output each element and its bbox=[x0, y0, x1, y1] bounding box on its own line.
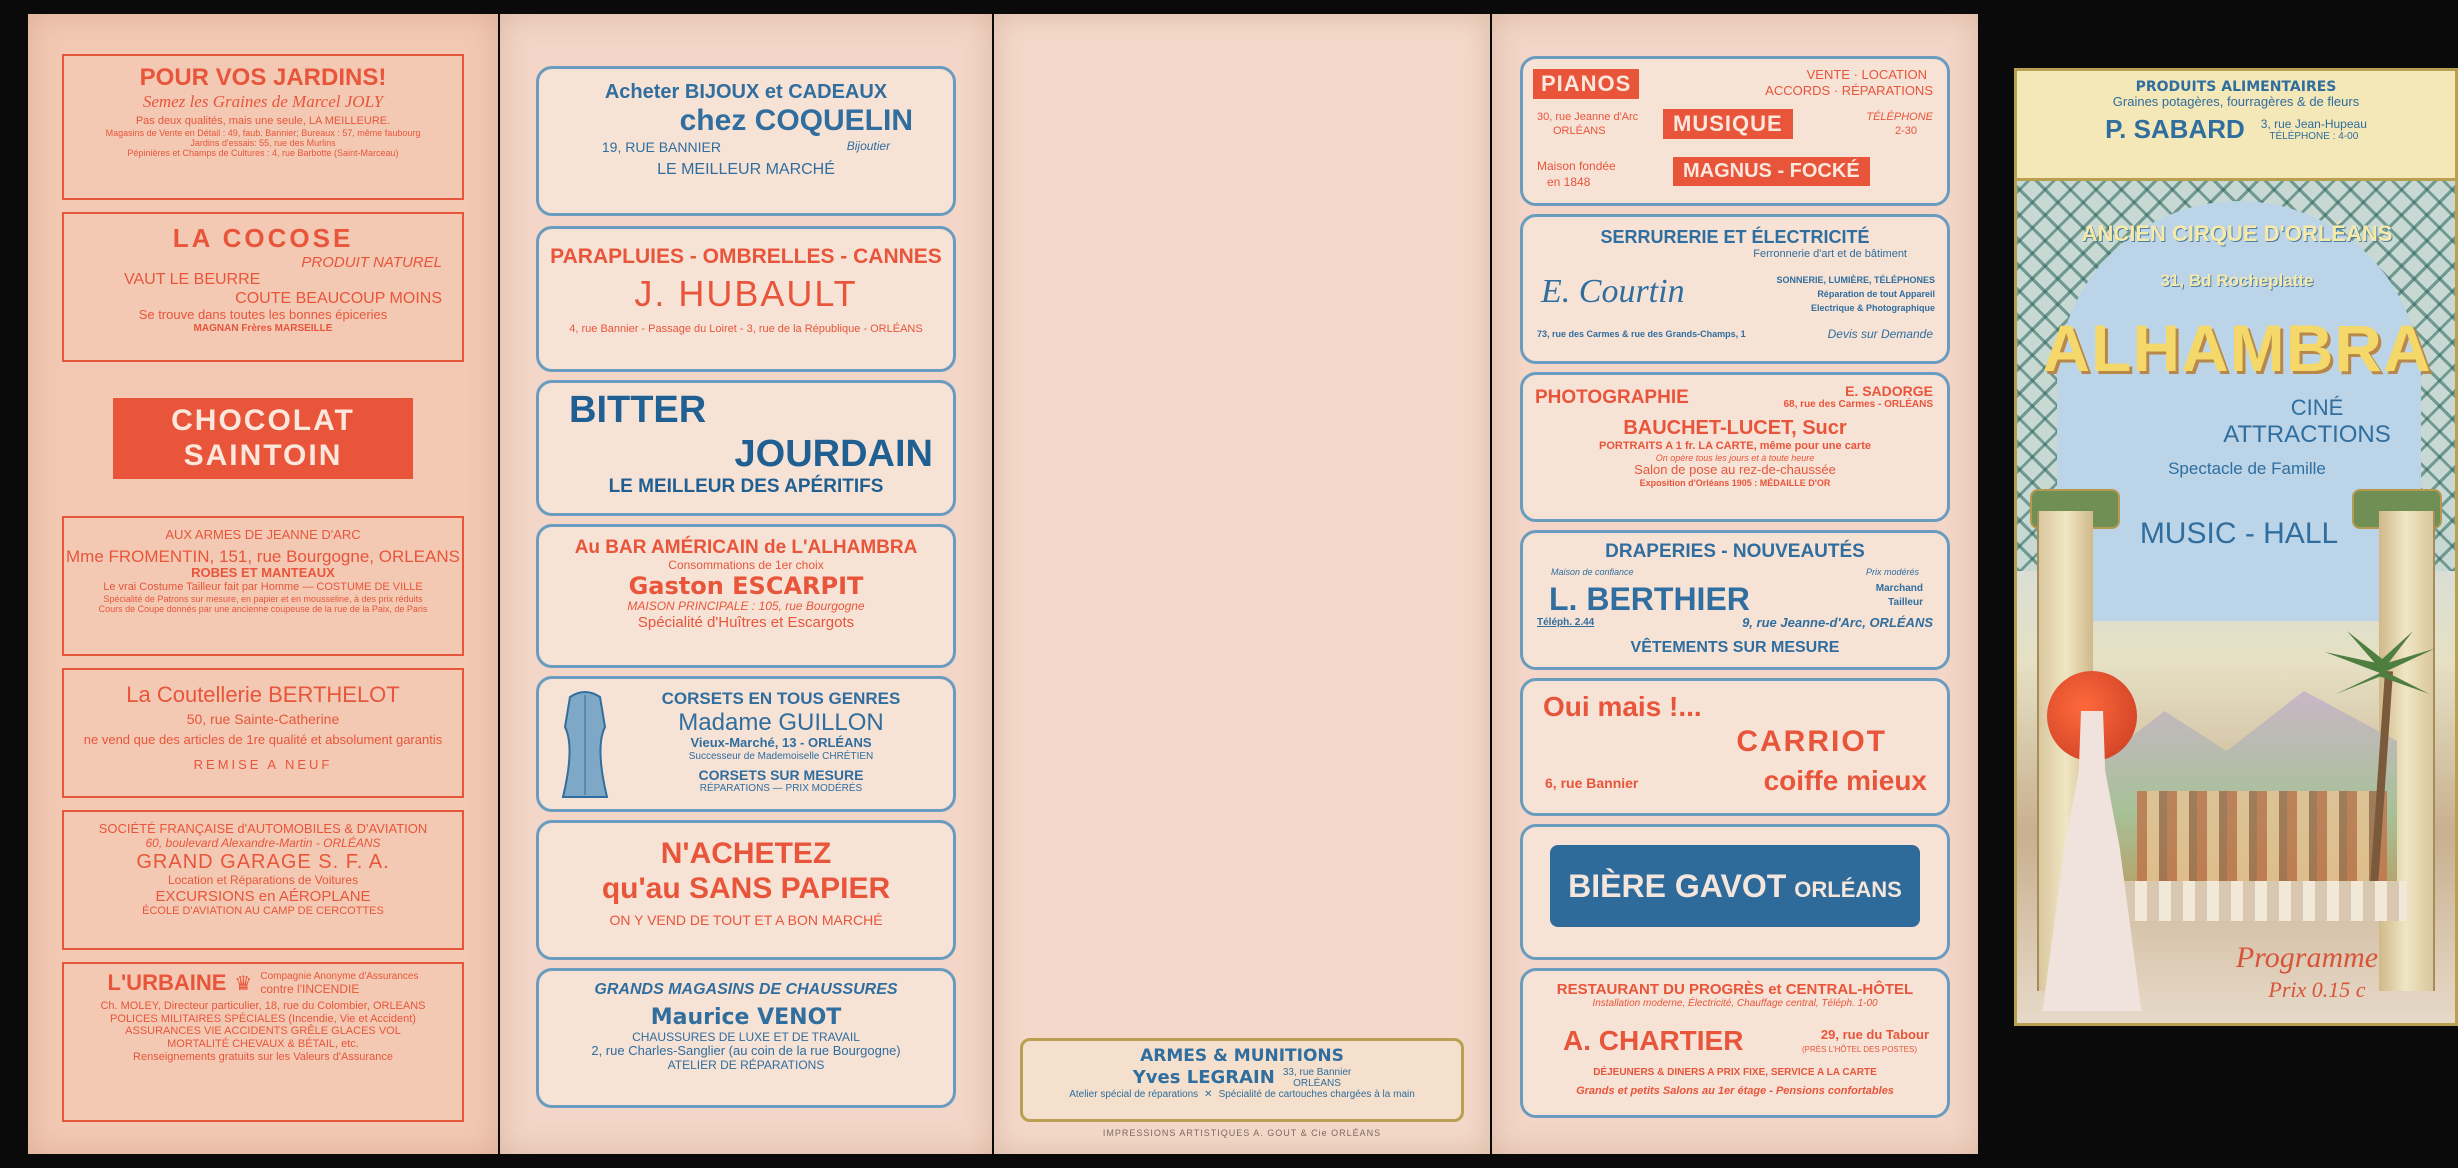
ad-text: Le vrai Costume Tailleur fait par Homme — COSTUME DE VILLE bbox=[103, 581, 423, 594]
ad-carriot bbox=[1520, 678, 1950, 816]
ad-text: 2, rue Charles-Sanglier (au coin de la rue Bourgogne) bbox=[591, 1043, 901, 1059]
ad-title: Madame GUILLON bbox=[678, 708, 884, 736]
ad-text: Compagnie Anonyme d'Assurances bbox=[260, 970, 419, 982]
ad-text: Consommations de 1er choix bbox=[668, 557, 824, 572]
ad-text: en 1848 bbox=[1547, 175, 1591, 189]
ad-text: Electrique & Photographique bbox=[1810, 303, 1935, 313]
coquelin-row bbox=[539, 139, 953, 155]
ad-sadorge bbox=[1520, 372, 1950, 522]
ad-text: 33, rue Bannier bbox=[1282, 1066, 1352, 1078]
ad-text: DÉJEUNERS & DINERS A PRIX FIXE, SERVICE A LA CARTE bbox=[1593, 1067, 1877, 1078]
poster-title: ALHAMBRA bbox=[2042, 311, 2432, 385]
corsets-text bbox=[609, 689, 953, 794]
ad-text: Pépinières et Champs de Cultures : 4, rue Barbotte (Saint-Marceau) bbox=[127, 148, 399, 159]
ad-text: ne vend que des articles de 1re qualité et absolument garantis bbox=[83, 732, 443, 748]
corset-icon bbox=[555, 687, 615, 803]
ad-text: ORLÉANS bbox=[1794, 877, 1902, 902]
ad-text: RESTAURANT DU PROGRÈS et CENTRAL-HÔTEL bbox=[1556, 981, 1914, 998]
ad-berthier bbox=[1520, 530, 1950, 670]
ad-text: Renseignements gratuits sur les Valeurs d'Assurance bbox=[133, 1050, 393, 1063]
ad-text: ARMES & MUNITIONS bbox=[1140, 1046, 1344, 1066]
balustrade bbox=[2087, 881, 2407, 921]
ad-text: POLICES MILITAIRES SPÉCIALES (Incendie, Vie et Accident) bbox=[110, 1012, 416, 1025]
ad-text: ORLÉANS bbox=[1293, 1077, 1341, 1089]
ad-text: 50, rue Sainte-Catherine bbox=[186, 711, 340, 728]
ad-coquelin bbox=[536, 66, 956, 216]
poster-attractions: ATTRACTIONS bbox=[2223, 421, 2391, 448]
ad-text: SONNERIE, LUMIÈRE, TÉLÉPHONES bbox=[1776, 275, 1935, 285]
ad-text: BAUCHET-LUCET, Sucr bbox=[1623, 417, 1847, 439]
ad-text: ACCORDS · RÉPARATIONS bbox=[1765, 83, 1933, 98]
ad-text: 68, rue des Carmes - ORLÉANS bbox=[1783, 399, 1933, 410]
ad-title: L'URBAINE bbox=[107, 970, 227, 995]
gavot-banner bbox=[1550, 845, 1920, 927]
alhambra-poster bbox=[2014, 68, 2458, 1026]
ad-text: contre l'INCENDIE bbox=[260, 981, 360, 996]
ad-title: La Coutellerie BERTHELOT bbox=[126, 682, 400, 707]
ad-title: GRAND GARAGE S. F. A. bbox=[136, 850, 390, 873]
ad-text: SOCIÉTÉ FRANÇAISE d'AUTOMOBILES & D'AVIATION bbox=[98, 821, 428, 836]
ad-text: ROBES ET MANTEAUX bbox=[191, 565, 335, 581]
ad-text: CORSETS SUR MESURE bbox=[698, 766, 864, 783]
ad-text: LE MEILLEUR DES APÉRITIFS bbox=[608, 476, 884, 498]
ad-text: TÉLÉPHONE bbox=[1866, 111, 1933, 123]
ad-garage bbox=[62, 810, 464, 950]
ad-text: Acheter BIJOUX et CADEAUX bbox=[604, 81, 888, 103]
ad-sanspapier bbox=[536, 820, 956, 960]
ad-fromentin bbox=[62, 516, 464, 656]
ad-gavot bbox=[1520, 824, 1950, 960]
ad-text: Salon de pose au rez-de-chaussée bbox=[1634, 461, 1836, 477]
courtin-signature: E. Courtin bbox=[1541, 273, 1685, 310]
ad-title: chez COQUELIN bbox=[679, 104, 913, 137]
ad-text: PRODUIT NATUREL bbox=[301, 253, 442, 271]
ad-title: BITTER bbox=[569, 389, 707, 431]
magnus-label: MAGNUS - FOCKÉ bbox=[1673, 157, 1870, 186]
ad-text: 6, rue Bannier bbox=[1545, 775, 1639, 791]
ad-text: Spécialité de cartouches chargées à la main bbox=[1218, 1088, 1415, 1100]
ad-text: Ferronnerie d'art et de bâtiment bbox=[1753, 247, 1907, 260]
ad-corsets bbox=[536, 676, 956, 812]
ad-title: qu'au SANS PAPIER bbox=[601, 871, 891, 905]
ad-text: 19, RUE BANNIER bbox=[601, 138, 721, 155]
poster-music-hall: MUSIC - HALL bbox=[2139, 517, 2339, 550]
legrain-address bbox=[1283, 1067, 1351, 1089]
ad-text: (PRÈS L'HÔTEL DES POSTES) bbox=[1801, 1045, 1917, 1054]
ad-title: P. SABARD bbox=[2105, 114, 2245, 145]
ad-text: Magasins de Vente en Détail : 49, faub. Bannier; Bureaux : 57, même faubourg bbox=[105, 127, 421, 138]
ad-text: MAGNAN Frères MARSEILLE bbox=[193, 322, 333, 334]
ad-text: Jardins d'essais: 55, rue des Murlins bbox=[190, 138, 336, 149]
ad-jardins bbox=[62, 54, 464, 200]
ad-text: COUTE BEAUCOUP MOINS bbox=[235, 289, 442, 307]
ad-text: Devis sur Demande bbox=[1827, 327, 1933, 341]
printer-imprint: IMPRESSIONS ARTISTIQUES A. GOUT & Cie ORLÉANS bbox=[1102, 1128, 1382, 1138]
ad-text: Graines potagères, fourragères & de fleurs bbox=[2112, 94, 2360, 110]
ad-text: VENTE · LOCATION bbox=[1806, 67, 1927, 82]
ad-text: CHAUSSURES DE LUXE ET DE TRAVAIL bbox=[632, 1029, 860, 1044]
ad-text: MAISON PRINCIPALE : 105, rue Bourgogne bbox=[627, 599, 865, 614]
ad-text: On opère tous les jours et à toute heure bbox=[1655, 452, 1815, 463]
sabard-address bbox=[2261, 117, 2367, 142]
ad-text: PRODUITS ALIMENTAIRES bbox=[2135, 79, 2337, 95]
ad-text: 73, rue des Carmes & rue des Grands-Champs, 1 bbox=[1537, 329, 1746, 339]
ad-text: Téléph. 2.44 bbox=[1537, 617, 1595, 628]
town-illustration bbox=[2137, 791, 2387, 881]
poster-price: Prix 0.15 c bbox=[2268, 977, 2366, 1002]
ad-text: 3, rue Jean-Hupeau bbox=[2260, 117, 2367, 132]
sabard-row bbox=[2017, 114, 2455, 145]
ad-text: Prix modérés bbox=[1865, 567, 1919, 577]
separator-icon: ✕ bbox=[1204, 1088, 1213, 1100]
ad-title: J. HUBAULT bbox=[634, 273, 858, 315]
legrain-specialties bbox=[1023, 1089, 1461, 1100]
ad-text: VÊTEMENTS SUR MESURE bbox=[1630, 639, 1840, 656]
ad-title: CARRIOT bbox=[1736, 725, 1887, 758]
musique-label: MUSIQUE bbox=[1663, 109, 1793, 139]
ad-text: 9, rue Jeanne-d'Arc, ORLÉANS bbox=[1742, 615, 1933, 630]
ad-legrain bbox=[1020, 1038, 1464, 1122]
ad-title: L. BERTHIER bbox=[1549, 581, 1750, 617]
ad-text: SERRURERIE ET ÉLECTRICITÉ bbox=[1600, 227, 1870, 247]
ad-text: LE MEILLEUR MARCHÉ bbox=[657, 160, 835, 178]
ad-text: Réparation de tout Appareil bbox=[1817, 289, 1935, 299]
chocolat-banner bbox=[113, 398, 413, 479]
ad-chartier bbox=[1520, 968, 1950, 1118]
ad-title: Gaston ESCARPIT bbox=[628, 571, 864, 600]
panel-center-left bbox=[500, 14, 992, 1154]
ad-text: ÉCOLE D'AVIATION AU CAMP DE CERCOTTES bbox=[142, 904, 384, 917]
poster-famille: Spectacle de Famille bbox=[2168, 459, 2326, 478]
ad-title: CHOCOLAT bbox=[171, 404, 355, 437]
ad-text: DRAPERIES - NOUVEAUTÉS bbox=[1605, 541, 1865, 562]
panel-right bbox=[1492, 14, 1978, 1154]
ad-text: Tailleur bbox=[1888, 597, 1923, 608]
ad-title: SAINTOIN bbox=[183, 438, 343, 472]
ad-text: Exposition d'Orléans 1905 : MÉDAILLE D'OR bbox=[1639, 477, 1831, 488]
ad-title: BIÈRE GAVOT bbox=[1568, 867, 1787, 904]
ad-text: MORTALITÉ CHEVAUX & BÉTAIL, etc. bbox=[167, 1037, 359, 1050]
ad-text: Installation moderne, Électricité, Chauffage central, Téléph. 1-00 bbox=[1592, 998, 1878, 1010]
ad-text: 4, rue Bannier - Passage du Loiret - 3, rue de la République - ORLÉANS bbox=[569, 322, 923, 335]
ad-bitter bbox=[536, 380, 956, 516]
pianos-label: PIANOS bbox=[1533, 69, 1639, 99]
ad-text: EXCURSIONS en AÉROPLANE bbox=[155, 887, 371, 905]
ad-text: Semez les Graines de Marcel JOLY bbox=[142, 91, 384, 111]
ad-title: Yves LEGRAIN bbox=[1132, 1067, 1275, 1089]
ad-text: GRANDS MAGASINS DE CHAUSSURES bbox=[594, 981, 898, 998]
ad-text: ASSURANCES VIE ACCIDENTS GRÊLE GLACES VOL bbox=[125, 1025, 401, 1038]
ad-urbaine bbox=[62, 962, 464, 1122]
ad-chocolat bbox=[62, 374, 464, 504]
ad-text: ORLÉANS bbox=[1553, 125, 1606, 137]
ad-title: JOURDAIN bbox=[734, 432, 933, 475]
ad-text: Oui mais !... bbox=[1543, 691, 1702, 722]
ad-text: REMISE A NEUF bbox=[193, 757, 333, 773]
ad-text: Au BAR AMÉRICAIN de L'ALHAMBRA bbox=[574, 537, 918, 558]
ad-text: coiffe mieux bbox=[1763, 765, 1927, 796]
ad-text: PORTRAITS A 1 fr. LA CARTE, même pour une carte bbox=[1599, 440, 1871, 452]
ad-text: RÉPARATIONS — PRIX MODÉRÉS bbox=[699, 782, 863, 794]
urbaine-taglines bbox=[260, 971, 418, 996]
ad-title: Maurice VENOT bbox=[650, 1005, 842, 1031]
urbaine-header bbox=[64, 970, 462, 996]
ad-text: Pas deux qualités, mais une seule, LA MEILLEURE. bbox=[135, 115, 391, 128]
ad-hubault bbox=[536, 226, 956, 372]
ad-title: LA COCOSE bbox=[172, 223, 354, 253]
ad-text: 60, boulevard Alexandre-Martin - ORLÉANS bbox=[145, 835, 381, 850]
ad-text: Se trouve dans toutes les bonnes épiceries bbox=[138, 306, 388, 322]
panel-left bbox=[28, 14, 498, 1154]
ad-title: POUR VOS JARDINS! bbox=[139, 64, 387, 91]
ad-text: Maison fondée bbox=[1537, 159, 1616, 173]
ad-text: 29, rue du Tabour bbox=[1820, 1027, 1929, 1042]
poster-arc-text: ANCIEN CIRQUE D'ORLÉANS bbox=[2081, 221, 2393, 246]
ad-text: Spécialité de Patrons sur mesure, en papier et en mousseline, à des prix réduits bbox=[103, 594, 423, 605]
ad-text: PARAPLUIES - OMBRELLES - CANNES bbox=[550, 245, 942, 268]
ad-text: Bijoutier bbox=[846, 138, 891, 153]
ad-text: Maison de confiance bbox=[1551, 567, 1634, 577]
ad-bar bbox=[536, 524, 956, 668]
ad-text: ATELIER DE RÉPARATIONS bbox=[667, 1058, 825, 1073]
poster-programme: Programme bbox=[2235, 941, 2379, 974]
ad-text: Spécialité d'Huîtres et Escargots bbox=[637, 614, 855, 632]
ad-text: Grands et petits Salons au 1er étage - Pensions confortables bbox=[1576, 1085, 1894, 1097]
ad-text: E. SADORGE bbox=[1845, 383, 1933, 399]
legrain-row bbox=[1023, 1067, 1461, 1089]
ad-text: ON Y VEND DE TOUT ET A BON MARCHÉ bbox=[609, 912, 883, 928]
ad-text: Location et Réparations de Voitures bbox=[167, 872, 359, 887]
ad-text: Successeur de Mademoiselle CHRÉTIEN bbox=[688, 751, 874, 763]
ad-text: Cours de Coupe donnés par une ancienne coupeuse de la rue de la Paix, de Paris bbox=[98, 604, 428, 615]
ad-title: PHOTOGRAPHIE bbox=[1535, 387, 1689, 408]
ad-cocose bbox=[62, 212, 464, 362]
ad-venot bbox=[536, 968, 956, 1108]
ad-text: Mme FROMENTIN, 151, rue Bourgogne, ORLEANS bbox=[66, 546, 460, 566]
ad-title: A. CHARTIER bbox=[1563, 1025, 1744, 1056]
crown-icon: ♛ bbox=[234, 972, 253, 995]
ad-text: CORSETS EN TOUS GENRES bbox=[661, 689, 901, 708]
poster-address: 31, Bd Rocheplatte bbox=[2160, 271, 2314, 290]
ad-pianos bbox=[1520, 56, 1950, 206]
ad-courtin bbox=[1520, 214, 1950, 364]
ad-text: Marchand bbox=[1875, 583, 1923, 594]
ad-text: Atelier spécial de réparations bbox=[1069, 1088, 1199, 1100]
ad-title: N'ACHETEZ bbox=[660, 837, 832, 870]
ad-sabard bbox=[2017, 71, 2455, 181]
ad-text: AUX ARMES DE JEANNE D'ARC bbox=[165, 527, 361, 542]
poster-cine: CINÉ bbox=[2290, 395, 2344, 420]
ad-text: Ch. MOLEY, Directeur particulier, 18, rue du Colombier, ORLEANS bbox=[100, 1000, 426, 1012]
ad-text: Vieux-Marché, 13 - ORLÉANS bbox=[690, 735, 872, 751]
ad-text: TÉLÉPHONE : 4-00 bbox=[2269, 131, 2359, 143]
ad-text: VAUT LE BEURRE bbox=[124, 271, 261, 289]
ad-text: 30, rue Jeanne d'Arc bbox=[1537, 111, 1639, 123]
ad-text: 2-30 bbox=[1894, 125, 1917, 137]
ad-berthelot bbox=[62, 668, 464, 798]
